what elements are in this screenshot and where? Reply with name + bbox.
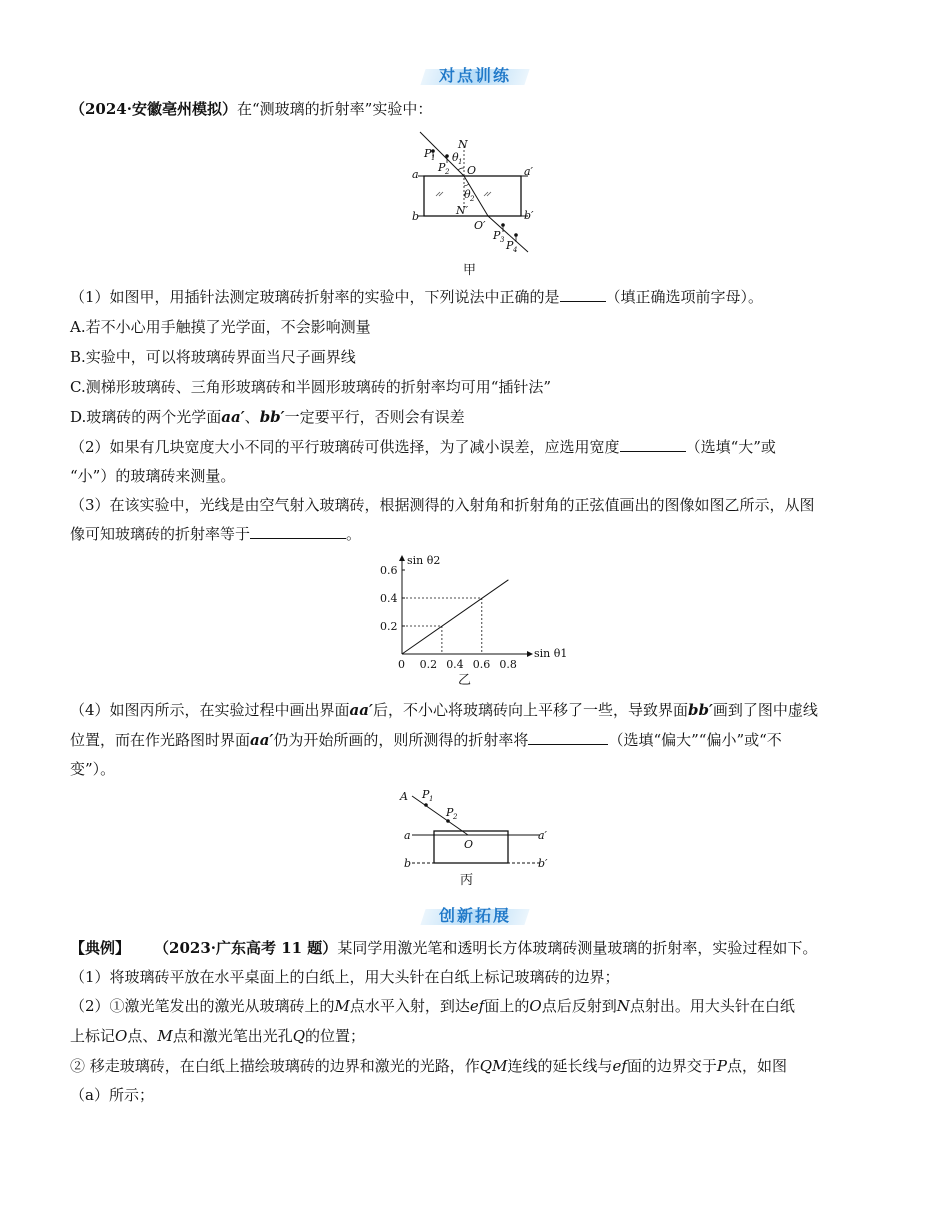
question-2-line-1: （2）如果有几块宽度大小不同的平行玻璃砖可供选择，为了减小误差，应选用宽度 （选填“大”或 xyxy=(70,438,776,456)
label-b: b xyxy=(412,210,420,223)
svg-text:1: 1 xyxy=(431,154,436,162)
example-source: （2023·广东高考 11 题） xyxy=(154,939,338,957)
example-step-2-line-2: 上标记O点、M点和激光笔出光孔Q的位置； xyxy=(70,1027,366,1045)
question-4-line-3: 变”）。 xyxy=(70,760,116,778)
section-banner-extension xyxy=(0,904,950,928)
option-a: A.若不小心用手触摸了光学面，不会影响测量 xyxy=(70,318,371,336)
x-tick-label: 0.8 xyxy=(499,658,517,671)
question-4-line-2: 位置，而在作光路图时界面aa′仍为开始所画的，则所测得的折射率将 （选填“偏大”“偏小”或“不 xyxy=(70,731,782,749)
label-o-prime: O′ xyxy=(474,219,486,232)
label-n: N xyxy=(458,138,468,151)
question-3-line-2: 像可知玻璃砖的折射率等于 。 xyxy=(70,525,362,543)
label-p1: P xyxy=(422,788,430,801)
x-tick-label: 0.6 xyxy=(472,658,491,671)
label-a: a xyxy=(404,829,411,842)
label-theta1: θ xyxy=(452,151,459,164)
angle-arc-1 xyxy=(458,168,464,170)
label-a: a xyxy=(412,168,419,181)
label-p1: P xyxy=(424,147,432,160)
series-line xyxy=(402,580,508,654)
example-step-3-line-1: ② 移走玻璃砖，在白纸上描绘玻璃砖的边界和激光的光路，作QM连线的延长线与ef面的边界交于P点，如图 xyxy=(70,1057,788,1075)
y-tick-label: 0.6 xyxy=(380,564,398,577)
label-a-prime: a′ xyxy=(538,829,548,842)
incident-ray xyxy=(412,796,468,835)
label-n-prime: N′ xyxy=(456,204,469,217)
label-o: O xyxy=(464,838,474,851)
figure-bing xyxy=(390,784,560,890)
svg-text:2: 2 xyxy=(470,195,475,203)
svg-text:3: 3 xyxy=(500,236,505,244)
label-p2: P xyxy=(446,806,454,819)
svg-text:2: 2 xyxy=(445,168,450,176)
practice-intro: （2024·安徽亳州模拟）在“测玻璃的折射率”实验中： xyxy=(70,100,433,118)
example-step-2-line-1: （2）①激光笔发出的激光从玻璃砖上的M点水平入射，到达ef面上的O点后反射到N点射出。用大头针在白纸 xyxy=(70,997,795,1015)
question-2-line-2: “小”）的玻璃砖来测量。 xyxy=(70,467,236,485)
label-b-prime: b′ xyxy=(524,209,534,222)
option-b: B.实验中，可以将玻璃砖界面当尺子画界线 xyxy=(70,348,356,366)
y-tick-label: 0.4 xyxy=(380,592,398,605)
banner-title: 创新拓展 xyxy=(415,905,535,927)
label-a-point: A xyxy=(400,790,408,803)
example-step-3-line-2: （a）所示； xyxy=(70,1086,154,1104)
label-p4: P xyxy=(506,239,514,252)
y-tick-label: 0.2 xyxy=(380,620,398,633)
question-1: （1）如图甲，用插针法测定玻璃砖折射率的实验中，下列说法中正确的是 （填正确选项前字母）。 xyxy=(70,288,764,306)
question-3-line-1: （3）在该实验中，光线是由空气射入玻璃砖，根据测得的入射角和折射角的正弦值画出的图像如图乙所示，从图 xyxy=(70,496,815,514)
caption-bing: 丙 xyxy=(460,873,474,888)
label-p2: P xyxy=(438,161,446,174)
caption-yi: 乙 xyxy=(458,673,472,688)
label-b-prime: b′ xyxy=(538,857,548,870)
practice-source: （2024·安徽亳州模拟） xyxy=(70,100,237,118)
svg-text:1: 1 xyxy=(458,158,463,166)
angle-arc-2 xyxy=(464,184,469,186)
x-axis-label: sin θ1 xyxy=(534,647,568,660)
pin-p1 xyxy=(424,803,428,807)
question-4-line-1: （4）如图丙所示，在实验过程中画出界面aa′后，不小心将玻璃砖向上平移了一些，导致界面bb′画到了图中虚线 xyxy=(70,701,818,719)
label-theta2: θ xyxy=(464,188,471,201)
y-axis-label: sin θ2 xyxy=(407,554,441,567)
answer-blank-4 xyxy=(528,730,608,745)
svg-text:4: 4 xyxy=(513,246,518,254)
option-c: C.测梯形玻璃砖、三角形玻璃砖和半圆形玻璃砖的折射率均可用“插针法” xyxy=(70,378,552,396)
caption-jia: 甲 xyxy=(463,263,477,278)
chart-yi xyxy=(360,550,580,690)
label-a-prime: a′ xyxy=(524,165,534,178)
pin-p2 xyxy=(446,819,450,823)
answer-blank-2 xyxy=(620,437,686,452)
x-tick-label: 0 xyxy=(398,658,405,671)
x-tick-label: 0.2 xyxy=(419,658,438,671)
label-b: b xyxy=(404,857,412,870)
example-tag: 【典例】 xyxy=(70,939,131,957)
answer-blank-1 xyxy=(560,287,606,302)
section-banner-practice xyxy=(0,64,950,88)
option-d: D.玻璃砖的两个光学面aa′、bb′一定要平行，否则会有误差 xyxy=(70,408,465,426)
figure-jia xyxy=(400,128,550,280)
x-tick-label: 0.4 xyxy=(446,658,464,671)
label-p3: P xyxy=(493,229,501,242)
label-o: O xyxy=(467,164,477,177)
answer-blank-3 xyxy=(250,524,346,539)
example-intro: 【典例】 （2023·广东高考 11 题）某同学用激光笔和透明长方体玻璃砖测量玻璃的折射率，实验过程如下。 xyxy=(70,939,818,957)
example-step-1: （1）将玻璃砖平放在水平桌面上的白纸上，用大头针在白纸上标记玻璃砖的边界； xyxy=(70,968,620,986)
svg-text:2: 2 xyxy=(453,813,458,821)
svg-text:1: 1 xyxy=(429,795,434,803)
banner-title: 对点训练 xyxy=(415,65,535,87)
